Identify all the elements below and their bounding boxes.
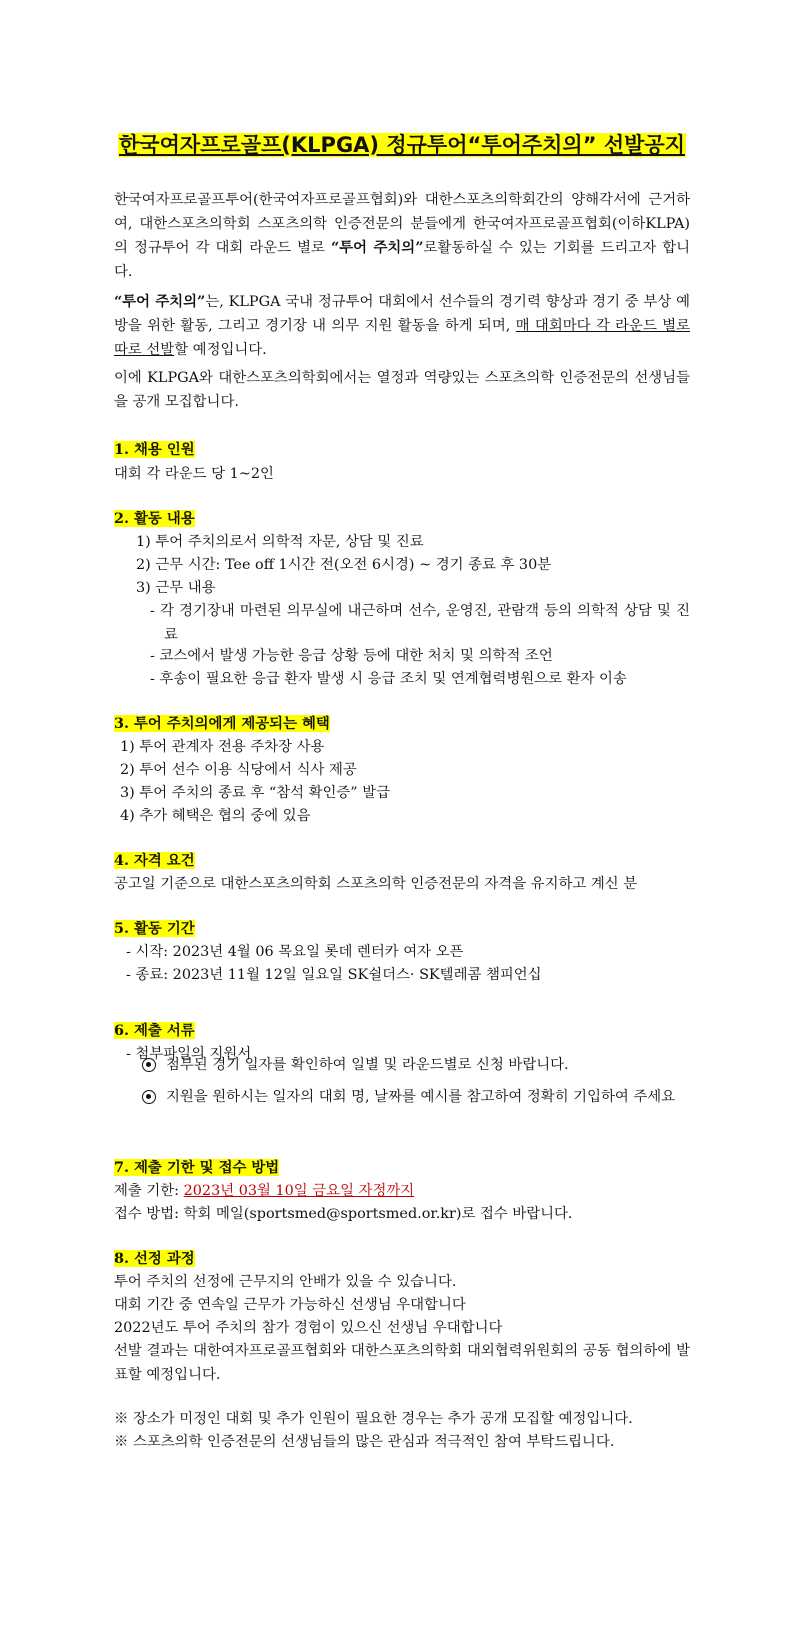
section-3-heading: 3. 투어 주치의에게 제공되는 혜택 (114, 715, 330, 732)
section-8-heading: 8. 선정 과정 (114, 1250, 195, 1267)
section-8-line-4: 선발 결과는 대한여자프로골프협회와 대한스포츠의학회 대외협력위원회의 공동 협의하에 발표할 예정입니다. (114, 1343, 690, 1383)
section-6-bullet-1: 첨부된 경기 일자를 확인하여 일별 및 라운드별로 신청 바랍니다. (166, 1057, 569, 1073)
note-2: ※ 스포츠의학 인증전문의 선생님들의 많은 관심과 적극적인 참여 부탁드립니다. (114, 1434, 615, 1450)
intro-p2-underlined: 매 대회마다 각 라운드 별로 따로 선발 (114, 318, 690, 358)
section-8-line-1: 투어 주치의 선정에 근무지의 안배가 있을 수 있습니다. (114, 1274, 457, 1290)
intro-p1-bold: “투어 주치의” (330, 239, 424, 256)
section-6-bullet-2: 지원을 원하시는 일자의 대회 명, 날짜를 예시를 참고하여 정확히 기입하여 주세요 (166, 1089, 676, 1105)
section-4-heading: 4. 자격 요건 (114, 852, 195, 869)
section-5-heading: 5. 활동 기간 (114, 920, 195, 937)
note-1: ※ 장소가 미정인 대회 및 추가 인원이 필요한 경우는 추가 공개 모집할 예정입니다. (114, 1411, 633, 1427)
page-title (114, 130, 690, 160)
deadline-label: 제출 기한: (114, 1183, 184, 1199)
section-7-deadline (114, 1179, 414, 1203)
section-2-item-2: 2) 근무 시간: Tee off 1시간 전(오전 6시경) ~ 경기 종료 후 30분 (136, 557, 552, 573)
radio-bullet-icon (142, 1058, 156, 1072)
section-2-detail-3: - 후송이 필요한 응급 환자 발생 시 응급 조치 및 연계협력병원으로 환자 이송 (150, 671, 627, 687)
intro-paragraph-1 (114, 188, 690, 284)
intro-paragraph-2 (114, 290, 690, 362)
intro-p2-bold: “투어 주치의” (114, 293, 206, 310)
section-6-item-1: - 첨부파일의 지원서 (126, 1046, 252, 1062)
radio-bullet-icon (142, 1090, 156, 1104)
section-5-start: - 시작: 2023년 4월 06 목요일 롯데 렌터카 여자 오픈 (126, 944, 464, 960)
section-3-item-2: 2) 투어 선수 이용 식당에서 식사 제공 (120, 762, 357, 778)
title-text: 한국여자프로골프(KLPGA) 정규투어“투어주치의” 선발공지 (119, 133, 685, 157)
intro-p1-text: 한국여자프로골프투어(한국여자프로골프협회)와 대한스포츠의학회간의 양해각서에 근거하여, 대한스포츠의학회 스포츠의학 인증전문의 분들에게 한국여자프로골프협회(이하KLPA)의 정규투어 각 대회 라운드 별로 (114, 192, 690, 256)
section-2-item-1: 1) 투어 주치의로서 의학적 자문, 상담 및 진료 (136, 534, 424, 550)
section-4-text: 공고일 기준으로 대한스포츠의학회 스포츠의학 인증전문의 자격을 유지하고 계신 분 (114, 876, 638, 892)
section-1-heading: 1. 채용 인원 (114, 441, 195, 458)
section-1-text: 대회 각 라운드 당 1~2인 (114, 466, 274, 482)
section-3-item-4: 4) 추가 혜택은 협의 중에 있음 (120, 808, 311, 824)
intro-p1-text-2: 로활동하실 수 있는 기회를 드리고자 합니다. (114, 240, 691, 280)
section-2-detail-2: - 코스에서 발생 가능한 응급 상황 등에 대한 처치 및 의학적 조언 (150, 648, 553, 664)
section-7-heading: 7. 제출 기한 및 접수 방법 (114, 1159, 280, 1176)
section-2-item-3: 3) 근무 내용 (136, 580, 216, 596)
intro-paragraph-3: 이에 KLPGA와 대한스포츠의학회에서는 열정과 역량있는 스포츠의학 인증전문의 선생님들을 공개 모집합니다. (114, 370, 690, 410)
intro-p2-text-2: 할 예정입니다. (174, 342, 267, 358)
section-3-item-3: 3) 투어 주치의 종료 후 “참석 확인증” 발급 (120, 785, 391, 801)
section-5-end: - 종료: 2023년 11월 12일 일요일 SK쉴더스· SK텔레콤 챔피언십 (126, 967, 542, 983)
section-3-item-1: 1) 투어 관계자 전용 주차장 사용 (120, 739, 325, 755)
section-8-line-3: 2022년도 투어 주치의 참가 경험이 있으신 선생님 우대합니다 (114, 1320, 503, 1336)
section-2-detail-1: - 각 경기장내 마련된 의무실에 내근하며 선수, 운영진, 관람객 등의 의학적 상담 및 진료 (150, 603, 690, 643)
section-8-line-2: 대회 기간 중 연속일 근무가 가능하신 선생님 우대합니다 (114, 1297, 466, 1313)
section-2-heading: 2. 활동 내용 (114, 510, 195, 527)
deadline-value: 2023년 03월 10일 금요일 자정까지 (183, 1183, 415, 1199)
intro-p2-text: 는, KLPGA 국내 정규투어 대회에서 선수들의 경기력 향상과 경기 중 부상 예방을 위한 활동, 그리고 경기장 내 의무 지원 활동을 하게 되며, (114, 294, 690, 334)
section-6-heading: 6. 제출 서류 (114, 1022, 195, 1039)
section-7-method: 접수 방법: 학회 메일(sportsmed@sportsmed.or.kr)로 접수 바랍니다. (114, 1206, 573, 1222)
